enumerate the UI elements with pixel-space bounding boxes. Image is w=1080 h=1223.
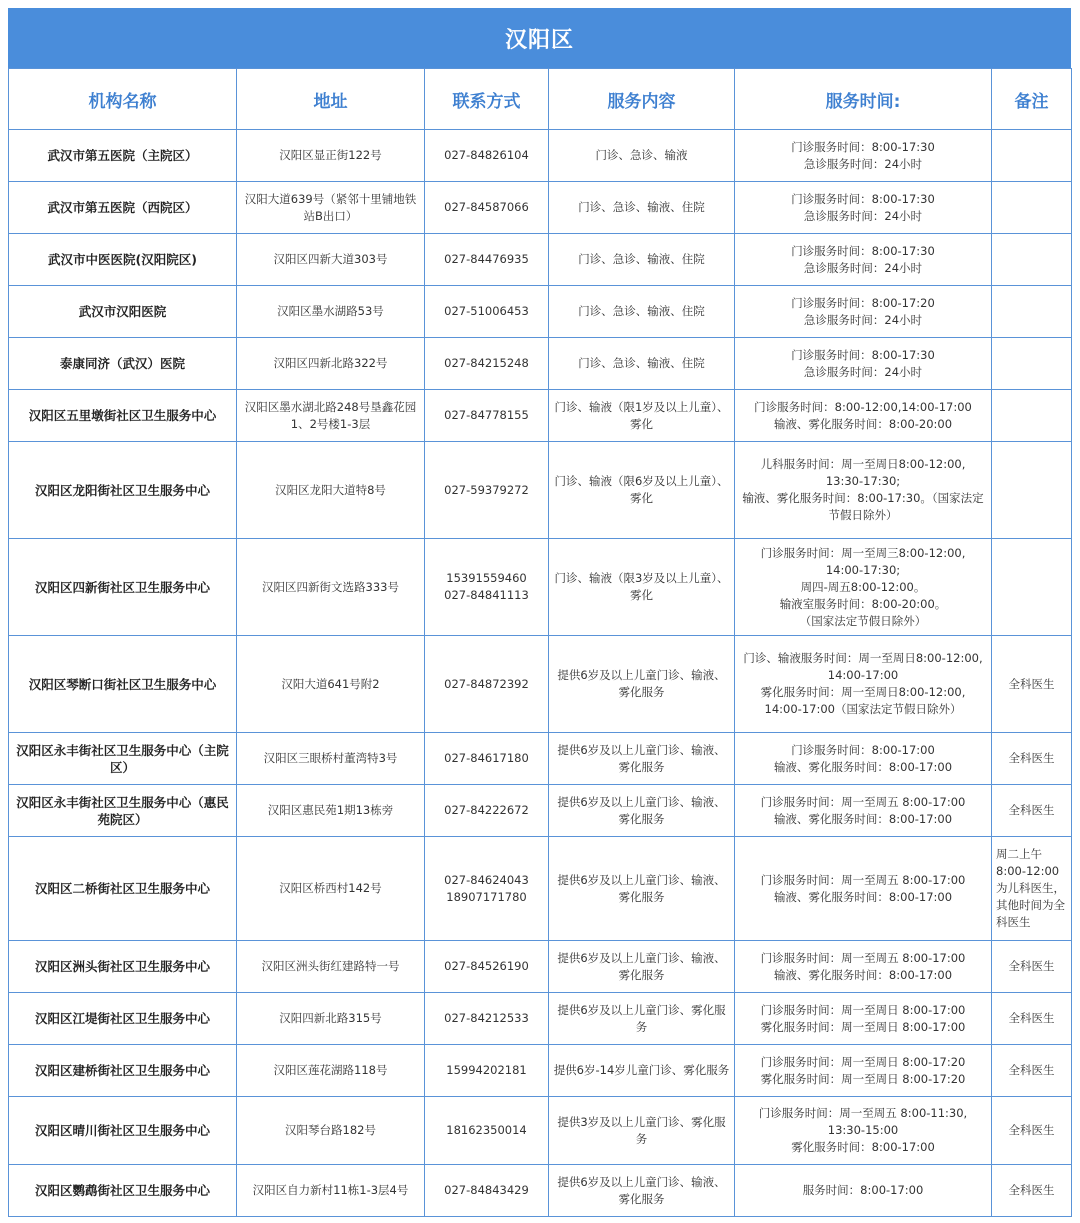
hours-line: 输液室服务时间：8:00-20:00。 xyxy=(779,596,947,611)
phone-number: 027-84587066 xyxy=(444,200,529,214)
facility-services: 门诊、急诊、输液、住院 xyxy=(549,338,735,390)
phone-number: 18907171780 xyxy=(446,889,527,904)
hours-line: 13:30-17:30; xyxy=(825,474,901,488)
hours-line: 门诊服务时间：周一至周五 8:00-17:00 xyxy=(760,872,966,887)
phone-number: 027-84841113 xyxy=(444,588,529,602)
facility-phone xyxy=(425,1097,549,1165)
header-note: 备注 xyxy=(992,69,1072,130)
table-row xyxy=(9,130,1072,182)
hours-line: 门诊服务时间：周一至周三8:00-12:00, xyxy=(760,545,966,560)
hours-line: 雾化服务时间：8:00-17:00 xyxy=(791,1140,935,1154)
facility-name: 汉阳区建桥街社区卫生服务中心 xyxy=(9,1045,237,1097)
facility-note: 周二上午8:00-12:00为儿科医生，其他时间为全科医生 xyxy=(992,837,1072,941)
facility-address: 汉阳区四新大道303号 xyxy=(237,234,425,286)
table-row xyxy=(9,941,1072,993)
facility-phone xyxy=(425,1165,549,1217)
facility-services: 提供6岁及以上儿童门诊、雾化服务 xyxy=(549,993,735,1045)
facility-name: 汉阳区永丰街社区卫生服务中心（惠民苑院区） xyxy=(9,785,237,837)
hours-line: 门诊服务时间：周一至周日 8:00-17:00 xyxy=(760,1002,966,1017)
hours-line: 门诊服务时间：周一至周日 8:00-17:20 xyxy=(760,1054,966,1069)
facility-hours xyxy=(735,1097,992,1165)
facility-note: 全科医生 xyxy=(992,1097,1072,1165)
facility-services: 提供6岁及以上儿童门诊、输液、雾化服务 xyxy=(549,636,735,733)
facility-phone xyxy=(425,1045,549,1097)
hours-line: 门诊服务时间：8:00-17:30 xyxy=(791,347,935,362)
hours-line: 儿科服务时间：周一至周日8:00-12:00, xyxy=(760,457,966,471)
table-row xyxy=(9,1165,1072,1217)
facility-services: 门诊、输液（限6岁及以上儿童）、雾化 xyxy=(549,442,735,539)
hours-line: 14:00-17:00 xyxy=(827,668,899,682)
hours-line: 门诊服务时间：8:00-17:30 xyxy=(791,139,935,154)
hours-line: 输液、雾化服务时间：8:00-17:00 xyxy=(773,811,953,826)
hours-line: 门诊服务时间：周一至周五 8:00-11:30, xyxy=(758,1106,968,1120)
phone-number: 15994202181 xyxy=(446,1063,527,1077)
facility-phone xyxy=(425,182,549,234)
facility-name: 泰康同济（武汉）医院 xyxy=(9,338,237,390)
facility-address: 汉阳区四新街文选路333号 xyxy=(237,539,425,636)
facility-address: 汉阳区墨水湖北路248号垦鑫花园1、2号楼1-3层 xyxy=(237,390,425,442)
table-row xyxy=(9,785,1072,837)
hours-line: 门诊服务时间：周一至周五 8:00-17:00 xyxy=(760,950,966,965)
hours-line: 雾化服务时间：周一至周日 8:00-17:00 xyxy=(760,1019,966,1034)
facility-note: 全科医生 xyxy=(992,993,1072,1045)
facility-hours xyxy=(735,1045,992,1097)
header-name: 机构名称 xyxy=(9,69,237,130)
facility-note xyxy=(992,442,1072,539)
facility-hours xyxy=(735,733,992,785)
facility-hours xyxy=(735,539,992,636)
facility-note: 全科医生 xyxy=(992,785,1072,837)
phone-number: 18162350014 xyxy=(446,1123,527,1137)
facility-services: 门诊、急诊、输液 xyxy=(549,130,735,182)
facility-hours xyxy=(735,130,992,182)
facility-address: 汉阳区洲头街红建路特一号 xyxy=(237,941,425,993)
phone-number: 15391559460 xyxy=(446,571,527,585)
phone-number: 027-84624043 xyxy=(444,872,529,887)
phone-number: 027-84215248 xyxy=(444,356,529,370)
facility-services: 提供6岁及以上儿童门诊、输液、雾化服务 xyxy=(549,837,735,941)
table-row xyxy=(9,837,1072,941)
hours-line: 门诊服务时间：8:00-17:20 xyxy=(791,295,935,310)
facility-services: 门诊、输液（限3岁及以上儿童）、雾化 xyxy=(549,539,735,636)
facility-name: 汉阳区琴断口街社区卫生服务中心 xyxy=(9,636,237,733)
facility-note: 全科医生 xyxy=(992,733,1072,785)
facility-services: 提供6岁及以上儿童门诊、输液、雾化服务 xyxy=(549,1165,735,1217)
hours-line: 输液、雾化服务时间：8:00-17:00 xyxy=(773,889,953,904)
facility-name: 汉阳区晴川街社区卫生服务中心 xyxy=(9,1097,237,1165)
hours-line: 急诊服务时间：24小时 xyxy=(803,156,923,171)
facility-address: 汉阳大道641号附2 xyxy=(237,636,425,733)
facility-phone xyxy=(425,733,549,785)
table-body xyxy=(9,130,1072,1217)
facility-address: 汉阳大道639号（紧邻十里铺地铁站B出口） xyxy=(237,182,425,234)
header-address: 地址 xyxy=(237,69,425,130)
facility-note xyxy=(992,539,1072,636)
facility-note xyxy=(992,338,1072,390)
facility-hours xyxy=(735,182,992,234)
facility-phone xyxy=(425,338,549,390)
facility-name: 汉阳区四新街社区卫生服务中心 xyxy=(9,539,237,636)
header-phone: 联系方式 xyxy=(425,69,549,130)
table-row xyxy=(9,442,1072,539)
facility-note xyxy=(992,234,1072,286)
facility-address: 汉阳区龙阳大道特8号 xyxy=(237,442,425,539)
facility-hours xyxy=(735,286,992,338)
hours-line: 雾化服务时间：周一至周日 8:00-17:20 xyxy=(760,1071,966,1086)
facility-note: 全科医生 xyxy=(992,1045,1072,1097)
table-header-row xyxy=(9,69,1072,130)
facility-name: 武汉市第五医院（主院区） xyxy=(9,130,237,182)
hours-line: 急诊服务时间：24小时 xyxy=(803,364,923,379)
header-services: 服务内容 xyxy=(549,69,735,130)
facility-hours xyxy=(735,941,992,993)
phone-number: 027-84212533 xyxy=(444,1011,529,1025)
facility-note: 全科医生 xyxy=(992,636,1072,733)
hours-line: （国家法定节假日除外） xyxy=(799,613,927,628)
facility-address: 汉阳区莲花湖路118号 xyxy=(237,1045,425,1097)
facility-table xyxy=(8,68,1072,1217)
facility-address: 汉阳区墨水湖路53号 xyxy=(237,286,425,338)
facility-note xyxy=(992,182,1072,234)
facility-phone xyxy=(425,993,549,1045)
table-row xyxy=(9,1045,1072,1097)
phone-number: 027-84476935 xyxy=(444,252,529,266)
facility-name: 汉阳区五里墩街社区卫生服务中心 xyxy=(9,390,237,442)
facility-hours xyxy=(735,338,992,390)
facility-services: 门诊、急诊、输液、住院 xyxy=(549,182,735,234)
facility-address: 汉阳区桥西村142号 xyxy=(237,837,425,941)
hours-line: 门诊服务时间：8:00-12:00,14:00-17:00 xyxy=(754,399,972,414)
hours-line: 急诊服务时间：24小时 xyxy=(803,260,923,275)
facility-name: 汉阳区江堤街社区卫生服务中心 xyxy=(9,993,237,1045)
hours-line: 门诊服务时间：8:00-17:30 xyxy=(791,191,935,206)
facility-services: 提供6岁及以上儿童门诊、输液、雾化服务 xyxy=(549,941,735,993)
facility-address: 汉阳区四新北路322号 xyxy=(237,338,425,390)
table-row xyxy=(9,1097,1072,1165)
facility-name: 武汉市第五医院（西院区） xyxy=(9,182,237,234)
facility-services: 提供3岁及以上儿童门诊、雾化服务 xyxy=(549,1097,735,1165)
facility-address: 汉阳琴台路182号 xyxy=(237,1097,425,1165)
hours-line: 门诊、输液服务时间：周一至周日8:00-12:00, xyxy=(743,651,983,665)
facility-hours xyxy=(735,234,992,286)
hours-line: 输液、雾化服务时间：8:00-20:00 xyxy=(773,416,953,431)
facility-note xyxy=(992,130,1072,182)
table-row xyxy=(9,993,1072,1045)
hours-line: 雾化服务时间：周一至周日8:00-12:00, xyxy=(760,685,966,699)
hours-line: 周四-周五8:00-12:00。 xyxy=(800,579,926,594)
table-row xyxy=(9,286,1072,338)
facility-phone xyxy=(425,390,549,442)
facility-address: 汉阳区三眼桥村董湾特3号 xyxy=(237,733,425,785)
hours-line: 13:30-15:00 xyxy=(827,1123,899,1137)
phone-number: 027-84526190 xyxy=(444,959,529,973)
hours-line: 服务时间：8:00-17:00 xyxy=(802,1183,924,1197)
facility-hours xyxy=(735,785,992,837)
facility-address: 汉阳区自力新村11栋1-3层4号 xyxy=(237,1165,425,1217)
table-row xyxy=(9,539,1072,636)
phone-number: 027-59379272 xyxy=(444,482,529,497)
table-row xyxy=(9,182,1072,234)
facility-name: 武汉市汉阳医院 xyxy=(9,286,237,338)
facility-phone xyxy=(425,286,549,338)
facility-note xyxy=(992,286,1072,338)
hours-line: 14:00-17:00（国家法定节假日除外） xyxy=(764,702,962,716)
table-row xyxy=(9,234,1072,286)
phone-number: 027-84778155 xyxy=(444,408,529,422)
hours-line: 14:00-17:30; xyxy=(825,562,901,577)
facility-name: 汉阳区洲头街社区卫生服务中心 xyxy=(9,941,237,993)
hours-line: 急诊服务时间：24小时 xyxy=(803,312,923,327)
facility-note: 全科医生 xyxy=(992,941,1072,993)
hours-line: 急诊服务时间：24小时 xyxy=(803,208,923,223)
hours-line: 门诊服务时间：周一至周五 8:00-17:00 xyxy=(760,794,966,809)
facility-hours xyxy=(735,1165,992,1217)
phone-number: 027-84843429 xyxy=(444,1183,529,1197)
facility-phone xyxy=(425,941,549,993)
facility-name: 汉阳区永丰街社区卫生服务中心（主院区） xyxy=(9,733,237,785)
facility-services: 提供6岁及以上儿童门诊、输液、雾化服务 xyxy=(549,733,735,785)
facility-address: 汉阳区惠民苑1期13栋旁 xyxy=(237,785,425,837)
phone-number: 027-84222672 xyxy=(444,803,529,817)
facility-hours xyxy=(735,636,992,733)
facility-phone xyxy=(425,234,549,286)
facility-services: 门诊、输液（限1岁及以上儿童）、雾化 xyxy=(549,390,735,442)
facility-phone xyxy=(425,636,549,733)
phone-number: 027-84826104 xyxy=(444,148,529,162)
hours-line: 门诊服务时间：8:00-17:00 xyxy=(791,742,935,757)
facility-services: 提供6岁及以上儿童门诊、输液、雾化服务 xyxy=(549,785,735,837)
facility-name: 汉阳区二桥街社区卫生服务中心 xyxy=(9,837,237,941)
phone-number: 027-84872392 xyxy=(444,676,529,691)
facility-services: 提供6岁-14岁儿童门诊、雾化服务 xyxy=(549,1045,735,1097)
facility-address: 汉阳区显正街122号 xyxy=(237,130,425,182)
facility-phone xyxy=(425,837,549,941)
facility-phone xyxy=(425,130,549,182)
facility-name: 武汉市中医医院(汉阳院区) xyxy=(9,234,237,286)
facility-phone xyxy=(425,539,549,636)
hours-line: 输液、雾化服务时间：8:00-17:00 xyxy=(773,759,953,774)
table-row xyxy=(9,390,1072,442)
facility-hours xyxy=(735,837,992,941)
facility-note: 全科医生 xyxy=(992,1165,1072,1217)
table-row xyxy=(9,733,1072,785)
phone-number: 027-51006453 xyxy=(444,304,529,318)
facility-hours xyxy=(735,390,992,442)
facility-phone xyxy=(425,785,549,837)
header-hours: 服务时间: xyxy=(735,69,992,130)
facility-hours xyxy=(735,993,992,1045)
table-row xyxy=(9,338,1072,390)
phone-number: 027-84617180 xyxy=(444,751,529,765)
table-row xyxy=(9,636,1072,733)
district-table-wrapper xyxy=(8,8,1071,1217)
facility-name: 汉阳区鹦鹉街社区卫生服务中心 xyxy=(9,1165,237,1217)
facility-address: 汉阳四新北路315号 xyxy=(237,993,425,1045)
hours-line: 门诊服务时间：8:00-17:30 xyxy=(791,243,935,258)
facility-phone xyxy=(425,442,549,539)
facility-hours xyxy=(735,442,992,539)
facility-note xyxy=(992,390,1072,442)
hours-line: 输液、雾化服务时间：8:00-17:30。（国家法定节假日除外） xyxy=(742,491,984,522)
facility-name: 汉阳区龙阳街社区卫生服务中心 xyxy=(9,442,237,539)
facility-services: 门诊、急诊、输液、住院 xyxy=(549,234,735,286)
district-title: 汉阳区 xyxy=(8,8,1071,68)
facility-services: 门诊、急诊、输液、住院 xyxy=(549,286,735,338)
hours-line: 输液、雾化服务时间：8:00-17:00 xyxy=(773,967,953,982)
